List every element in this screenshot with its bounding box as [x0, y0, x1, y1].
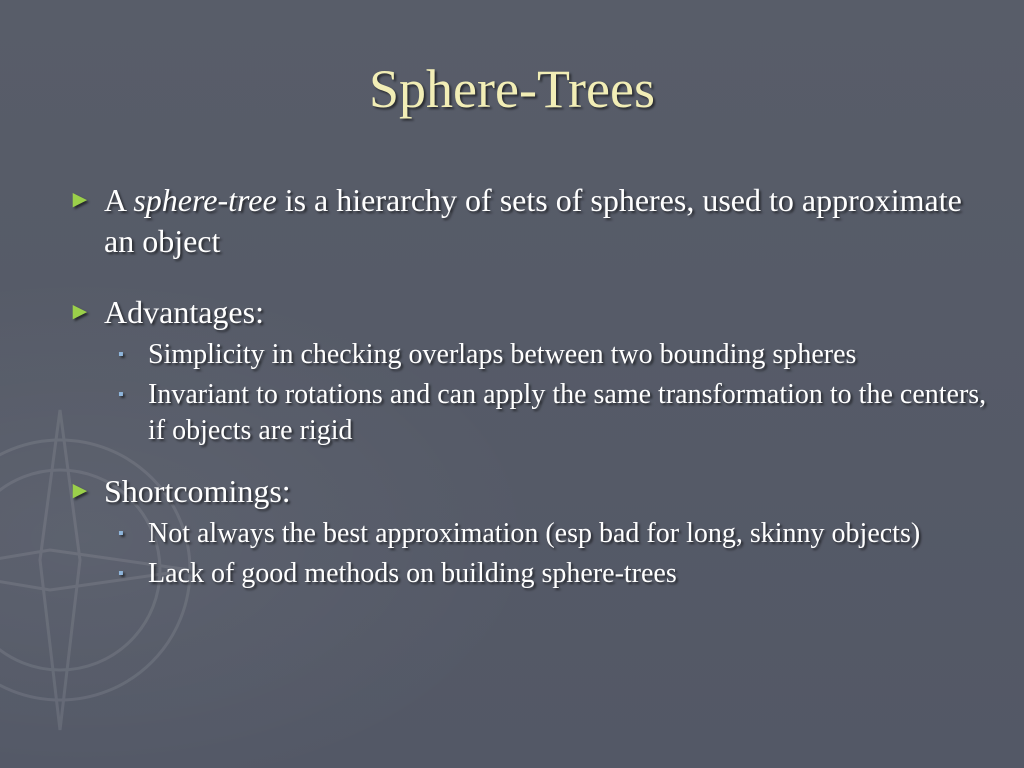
- bullet-arrow-icon: ►: [68, 187, 92, 213]
- subitem-text: Simplicity in checking overlaps between two bounding spheres: [148, 339, 857, 370]
- subitem-methods: [68, 556, 988, 592]
- subitem-text: Not always the best approximation (esp bad for long, skinny objects): [148, 518, 921, 549]
- bullet-shortcomings: [68, 471, 988, 512]
- bullet-definition: [68, 180, 988, 262]
- bullet-heading: Shortcomings:: [104, 473, 291, 509]
- bullet-arrow-icon: ►: [68, 299, 92, 325]
- square-bullet-icon: ▪: [118, 525, 124, 542]
- bullet-arrow-icon: ►: [68, 478, 92, 504]
- bullet-text-post: is a hierarchy of sets of spheres, used to approximate an object: [104, 182, 962, 259]
- subitem-text: Lack of good methods on building sphere-trees: [148, 558, 677, 589]
- square-bullet-icon: ▪: [118, 386, 124, 403]
- subitem-text: Invariant to rotations and can apply the same transformation to the centers, if objects are rigid: [148, 379, 987, 446]
- slide-content: [68, 180, 988, 592]
- slide-title: Sphere-Trees: [369, 59, 655, 119]
- square-bullet-icon: ▪: [118, 565, 124, 582]
- subitem-approximation: [68, 516, 988, 552]
- bullet-text-pre: A: [104, 182, 134, 218]
- bullet-heading: Advantages:: [104, 294, 264, 330]
- subitem-invariant: [68, 377, 988, 449]
- square-bullet-icon: ▪: [118, 346, 124, 363]
- subitem-simplicity: [68, 337, 988, 373]
- bullet-text-emphasis: sphere-tree: [133, 182, 277, 218]
- bullet-advantages: [68, 292, 988, 333]
